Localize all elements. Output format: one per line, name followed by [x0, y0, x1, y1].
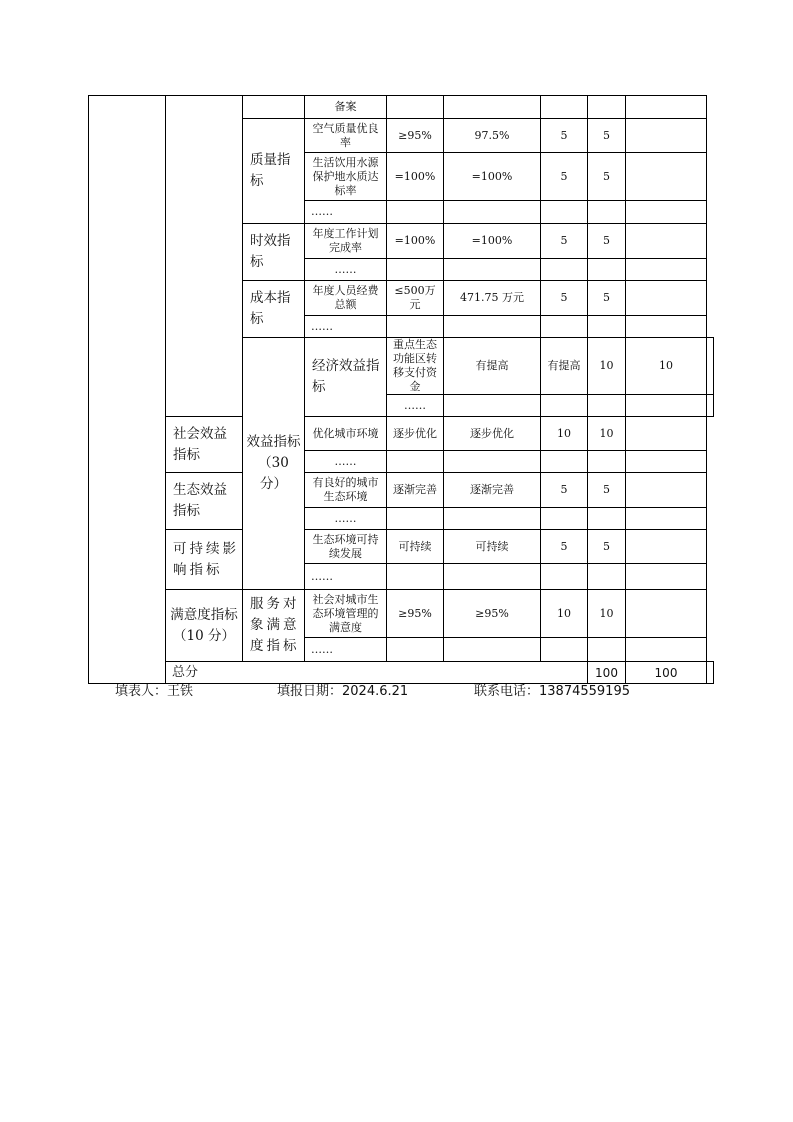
target-water-quality: =100%	[387, 153, 444, 201]
total-score-label: 总分	[166, 662, 588, 684]
l3-sustainable-ellipsis: ……	[305, 564, 387, 590]
sustainable-impact-label: 可持续影响指标	[166, 530, 243, 590]
actual-ecological-environment: 逐渐完善	[444, 473, 541, 508]
target-annual-plan: =100%	[387, 224, 444, 259]
score-urban-environment: 10	[588, 417, 626, 451]
actual-water-quality: =100%	[444, 153, 541, 201]
l3-ecological-ellipsis: ……	[305, 508, 387, 530]
score-sustainable-development: 5	[588, 530, 626, 564]
filler-name: 填表人：王铁	[115, 684, 194, 699]
l3-transfer-payment: 重点生态功能区转移支付资金	[387, 338, 444, 395]
target-sustainable-development: 可持续	[387, 530, 444, 564]
economic-benefit-label: 经济效益指标	[305, 338, 387, 417]
l3-timeliness-ellipsis: ……	[305, 259, 387, 281]
l3-air-quality: 空气质量优良率	[305, 119, 387, 153]
score-personnel-cost: 5	[588, 281, 626, 316]
service-satisfaction-label: 服务对象满意度指标	[243, 590, 305, 662]
l3-social-ellipsis: ……	[305, 451, 387, 473]
score-air-quality: 5	[588, 119, 626, 153]
score-public-satisfaction: 10	[588, 590, 626, 638]
level1-output-cell	[166, 96, 243, 417]
level2-empty-cell	[243, 96, 305, 119]
cost-indicator-label: 成本指标	[243, 281, 305, 338]
target-air-quality: ≥95%	[387, 119, 444, 153]
weight-personnel-cost: 5	[541, 281, 588, 316]
social-benefit-label: 社会效益指标	[166, 417, 243, 473]
l3-personnel-cost: 年度人员经费总额	[305, 281, 387, 316]
l3-public-satisfaction: 社会对城市生态环境管理的满意度	[305, 590, 387, 638]
satisfaction-indicator-label: 满意度指标（10 分）	[166, 590, 243, 662]
benefit-indicator-label: 效益指标（30 分）	[243, 338, 305, 590]
actual-public-satisfaction: ≥95%	[444, 590, 541, 638]
actual-personnel-cost: 471.75 万元	[444, 281, 541, 316]
l3-water-quality: 生活饮用水源保护地水质达标率	[305, 153, 387, 201]
l3-economic-ellipsis: ……	[387, 395, 444, 417]
score-water-quality: 5	[588, 153, 626, 201]
l3-urban-environment: 优化城市环境	[305, 417, 387, 451]
score-ecological-environment: 5	[588, 473, 626, 508]
weight-air-quality: 5	[541, 119, 588, 153]
l3-satisfaction-ellipsis: ……	[305, 638, 387, 662]
l3-sustainable-development: 生态环境可持续发展	[305, 530, 387, 564]
total-score: 100	[626, 662, 707, 684]
fill-date: 填报日期：2024.6.21	[277, 684, 409, 699]
quality-indicator-label: 质量指标	[243, 119, 305, 224]
actual-urban-environment: 逐步优化	[444, 417, 541, 451]
target-urban-environment: 逐步优化	[387, 417, 444, 451]
contact-phone: 联系电话：13874559195	[474, 684, 630, 699]
actual-sustainable-development: 可持续	[444, 530, 541, 564]
weight-ecological-environment: 5	[541, 473, 588, 508]
target-transfer-payment: 有提高	[444, 338, 541, 395]
l3-ecological-environment: 有良好的城市生态环境	[305, 473, 387, 508]
level1-empty-cell	[89, 96, 166, 684]
score-transfer-payment: 10	[626, 338, 707, 395]
target-ecological-environment: 逐渐完善	[387, 473, 444, 508]
weight-water-quality: 5	[541, 153, 588, 201]
l3-annual-plan: 年度工作计划完成率	[305, 224, 387, 259]
target-public-satisfaction: ≥95%	[387, 590, 444, 638]
total-weight: 100	[588, 662, 626, 684]
l3-quality-ellipsis: ……	[305, 201, 387, 224]
performance-table	[88, 95, 714, 684]
l3-cost-carry: 备案	[305, 96, 387, 119]
score-annual-plan: 5	[588, 224, 626, 259]
actual-transfer-payment: 有提高	[541, 338, 588, 395]
target-personnel-cost: ≤500万元	[387, 281, 444, 316]
weight-sustainable-development: 5	[541, 530, 588, 564]
ecological-benefit-label: 生态效益指标	[166, 473, 243, 530]
weight-transfer-payment: 10	[588, 338, 626, 395]
weight-public-satisfaction: 10	[541, 590, 588, 638]
form-footer	[0, 680, 793, 698]
actual-air-quality: 97.5%	[444, 119, 541, 153]
timeliness-indicator-label: 时效指标	[243, 224, 305, 281]
weight-annual-plan: 5	[541, 224, 588, 259]
weight-urban-environment: 10	[541, 417, 588, 451]
l3-cost-ellipsis: ……	[305, 316, 387, 338]
actual-annual-plan: =100%	[444, 224, 541, 259]
